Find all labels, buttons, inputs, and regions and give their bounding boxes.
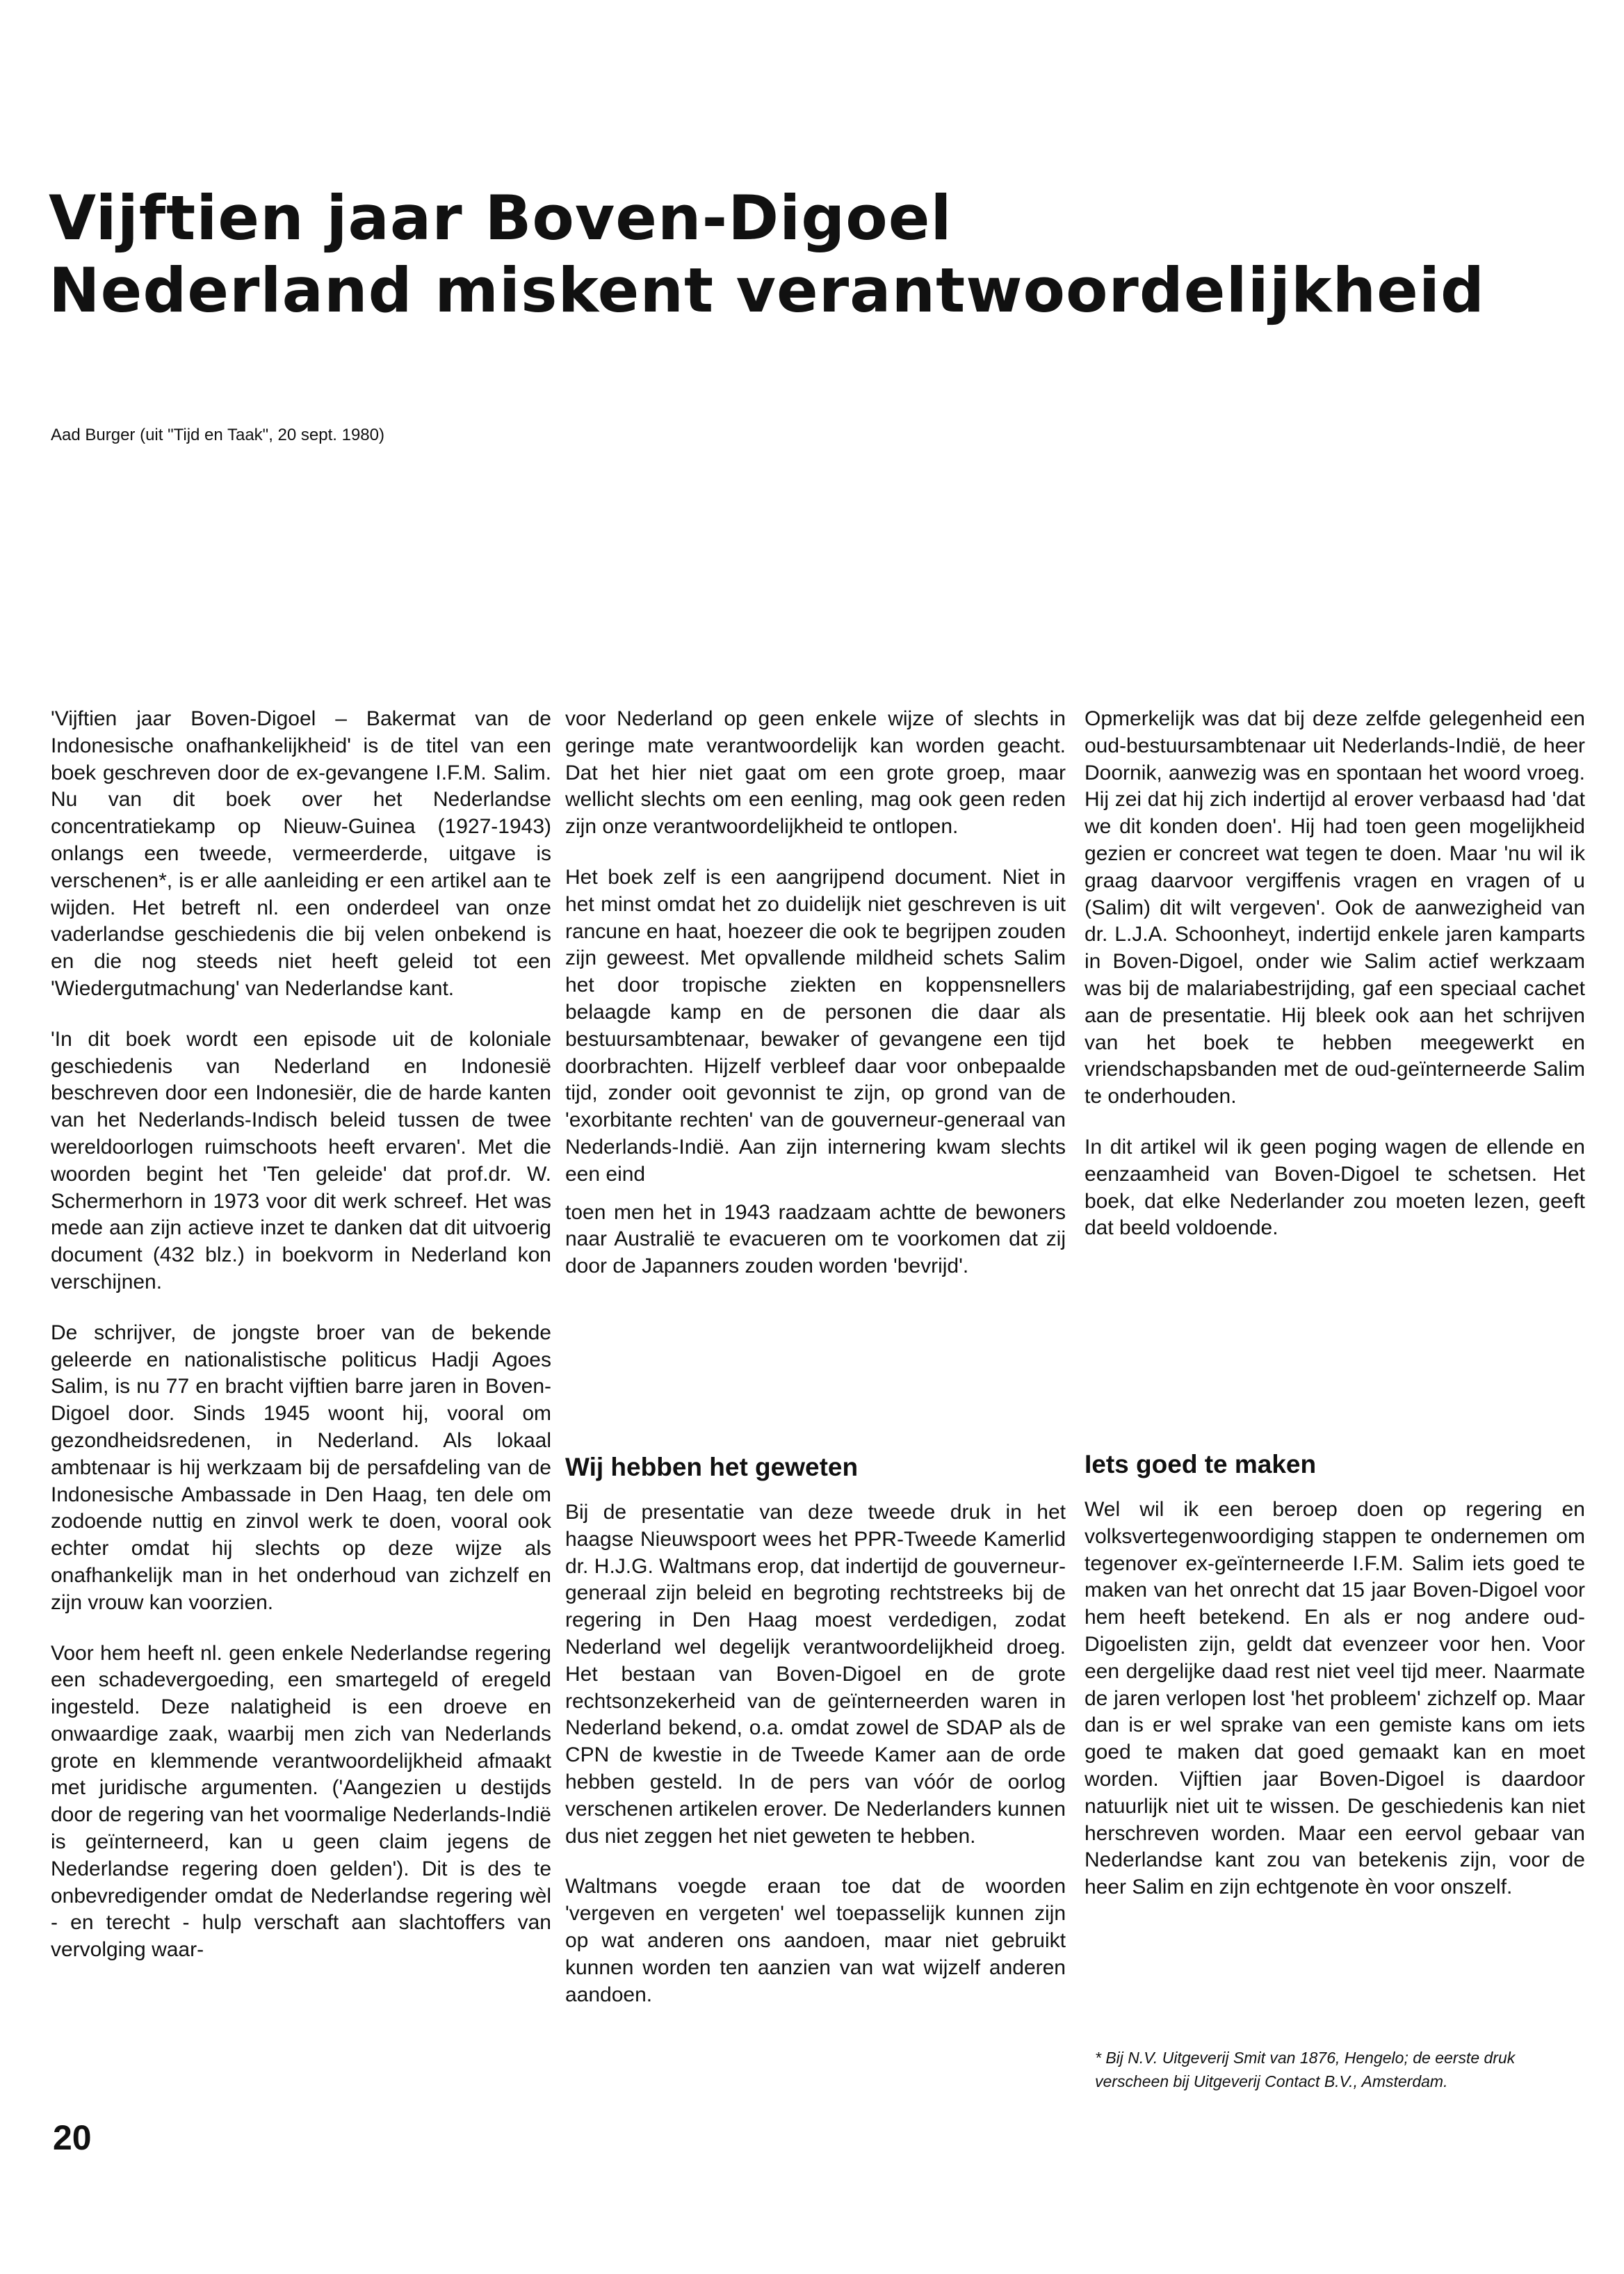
column-2	[565, 706, 1066, 1304]
section-heading: Iets goed te maken	[1085, 1450, 1317, 1478]
paragraph: Opmerkelijk was dat bij deze zelfde gelegenheid een oud-bestuursambtenaar uit Nederlands-Indië, de heer Doornik, aanwezig was en spontaan het woord vroeg. Hij zei dat hij zich indertijd al erover verbaasd had 'dat we dit konden doen'. Hij had toen geen mogelijkheid gezien er concreet wat tegen te doen. Maar 'nu wil ik graag daarvoor vergiffenis vragen en vragen of u (Salim) dit wilt vergeven'. Ook de aanwezigheid van dr. L.J.A. Schoonheyt, indertijd enkele jaren kamparts in Boven-Digoel, onder wie Salim actief werkzaam was bij de malariabestrijding, gaf een speciaal cachet aan de presentatie. Hij bleek ook aan het schrijven van het boek te hebben meegewerkt en vriendschapsbanden met de oud-geïnterneerde Salim te onderhouden.	[1085, 707, 1585, 1108]
section-heading: Wij hebben het geweten	[565, 1453, 859, 1481]
title-line-1: Vijftien jaar Boven-Digoel	[49, 182, 952, 254]
column-3	[1085, 706, 1585, 1266]
paragraph: toen men het in 1943 raadzaam achtte de bewoners naar Australië te evacueren om te voorkomen dat zij door de Japanners zouden worden 'bevrijd'.	[565, 1200, 1066, 1278]
title-line-2: Nederland miskent verantwoordelijkheid	[49, 255, 1485, 326]
section-iets-goed-te-maken	[1085, 1449, 1585, 1925]
paragraph: Wel wil ik een beroep doen op regering en volksvertegenwoordiging stappen te ondernemen om tegenover ex-geïnterneerde I.F.M. Salim iets goed te maken van het onrecht dat 15 jaar Boven-Digoel voor hem heeft betekend. En als er nog andere oud-Digoelisten zijn, geldt dat evenzeer voor hen. Voor een dergelijke daad rest niet veel tijd meer. Naarmate de jaren verlopen lost 'het probleem' zichzelf op. Maar dan is er wel sprake van een gemiste kans om iets goed te maken dat goed gemaakt kan en moet worden. Vijftien jaar Boven-Digoel is daardoor natuurlijk niet uit te wissen. De geschiedenis kan niet herschreven worden. Maar een eervol gebaar van Nederlandse kant zou van betekenis zijn, voor de heer Salim en zijn echtgenote èn voor onszelf.	[1085, 1498, 1585, 1899]
paragraph: In dit artikel wil ik geen poging wagen de ellende en eenzaamheid van Boven-Digoel te schetsen. Het boek, dat elke Nederlander zou moeten lezen, geeft dat beeld voldoende.	[1085, 1135, 1585, 1240]
paragraph: 'Vijftien jaar Boven-Digoel – Bakermat van de Indonesische onafhankelijkheid' is de titel van een boek geschreven door de ex-gevangene I.F.M. Salim. Nu van dit boek over het Nederlandse concentratiekamp op Nieuw-Guinea (1927-1943) onlangs een tweede, vermeerderde, uitgave is verschenen*, is er alle aanleiding er een artikel aan te wijden. Het betreft nl. een onderdeel van onze vaderlandse geschiedenis die bij velen onbekend is en die nog steeds niet heeft geleid tot een 'Wiedergutmachung' van Nederlandse kant.	[51, 707, 551, 1000]
page-number: 20	[53, 2118, 92, 2157]
footnote: * Bij N.V. Uitgeverij Smit van 1876, Hengelo; de eerste druk verscheen bij Uitgeverij Contact B.V., Amsterdam.	[1095, 2049, 1516, 2090]
paragraph: De schrijver, de jongste broer van de bekende geleerde en nationalistische politicus Hadji Agoes Salim, is nu 77 en bracht vijftien barre jaren in Boven-Digoel door. Sinds 1945 woont hij, vooral om gezondheidsredenen, in Nederland. Als lokaal ambtenaar is hij werkzaam bij de persafdeling van de Indonesische Ambassade in Den Haag, ten dele om zodoende nuttig en zinvol werk te doen, vooral ook echter omdat hij slechts op deze wijze als onafhankelijk man in het onderhoud van zichzelf en zijn vrouw kan voorzien.	[51, 1321, 551, 1614]
paragraph: Bij de presentatie van deze tweede druk in het haagse Nieuwspoort wees het PPR-Tweede Kamerlid dr. H.J.G. Waltmans erop, dat indertijd de gouverneur-generaal zijn beleid en begroting rechtstreeks bij de regering in Den Haag moest verdedigen, zodat Nederland wel degelijk verantwoordelijkheid droeg. Het bestaan van Boven-Digoel en de grote rechtsonzekerheid van de geïnterneerden waren in Nederland bekend, o.a. omdat zowel de SDAP als de CPN de kwestie in de Tweede Kamer aan de orde hebben gesteld. In de pers van vóór de oorlog verschenen artikelen erover. De Nederlanders kunnen dus niet zeggen het niet geweten te hebben.	[565, 1501, 1066, 1848]
byline: Aad Burger (uit "Tijd en Taak", 20 sept. 1980)	[51, 426, 384, 444]
section-wij-hebben-het-geweten	[565, 1452, 1066, 2032]
paragraph: Waltmans voegde eraan toe dat de woorden 'vergeven en vergeten' wel toepasselijk kunnen zijn op wat anderen ons aandoen, maar niet gebruikt kunnen worden ten aanzien van wat wijzelf anderen aandoen.	[565, 1875, 1066, 2006]
column-1	[51, 706, 551, 1987]
paragraph: Het boek zelf is een aangrijpend document. Niet in het minst omdat het zo duidelijk niet geschreven is uit rancune en haat, hoezeer die ook te begrijpen zouden zijn geweest. Met opvallende mildheid schets Salim het door tropische ziekten en koppensnellers belaagde kamp en de personen die daar als bestuursambtenaar, bewaker of gevangene een tijd doorbrachten. Hijzelf verbleef daar voor onbepaalde tijd, zonder ooit gevonnist te zijn, op grond van de 'exorbitante rechten' van de gouverneur-generaal van Nederlands-Indië. Aan zijn internering kwam slechts een eind	[565, 865, 1066, 1186]
paragraph: voor Nederland op geen enkele wijze of slechts in geringe mate verantwoordelijk kan worden geacht. Dat het hier niet gaat om een grote groep, maar wellicht slechts om een eenling, mag ook geen reden zijn onze verantwoordelijkheid te ontlopen.	[565, 707, 1066, 839]
paragraph: Voor hem heeft nl. geen enkele Nederlandse regering een schadevergoeding, een smartegeld of eregeld ingesteld. Deze nalatigheid is een droeve en onwaardige zaak, waarbij men zich van Nederlands grote en klemmende verantwoordelijkheid afmaakt met juridische argumenten. ('Aangezien u destijds door de regering van het voormalige Nederlands-Indië is geïnterneerd, kan u geen claim jegens de Nederlandse regering doen gelden'). Dit is des te onbevredigender omdat de Nederlandse regering wèl - en terecht - hulp verschaft aan slachtoffers van vervolging waar-	[51, 1641, 551, 1962]
article-title	[49, 182, 1592, 327]
paragraph: 'In dit boek wordt een episode uit de koloniale geschiedenis van Nederland en Indonesië beschreven door een Indonesiër, die de harde kanten van het Nederlands-Indisch beleid tussen de twee wereldoorlogen ruimschoots heeft ervaren'. Met die woorden begint het 'Ten geleide' dat prof.dr. W. Schermerhorn in 1973 voor dit werk schreef. Het was mede aan zijn actieve inzet te danken dat dit uitvoerig document (432 blz.) in boekvorm in Nederland kon verschijnen.	[51, 1027, 551, 1293]
